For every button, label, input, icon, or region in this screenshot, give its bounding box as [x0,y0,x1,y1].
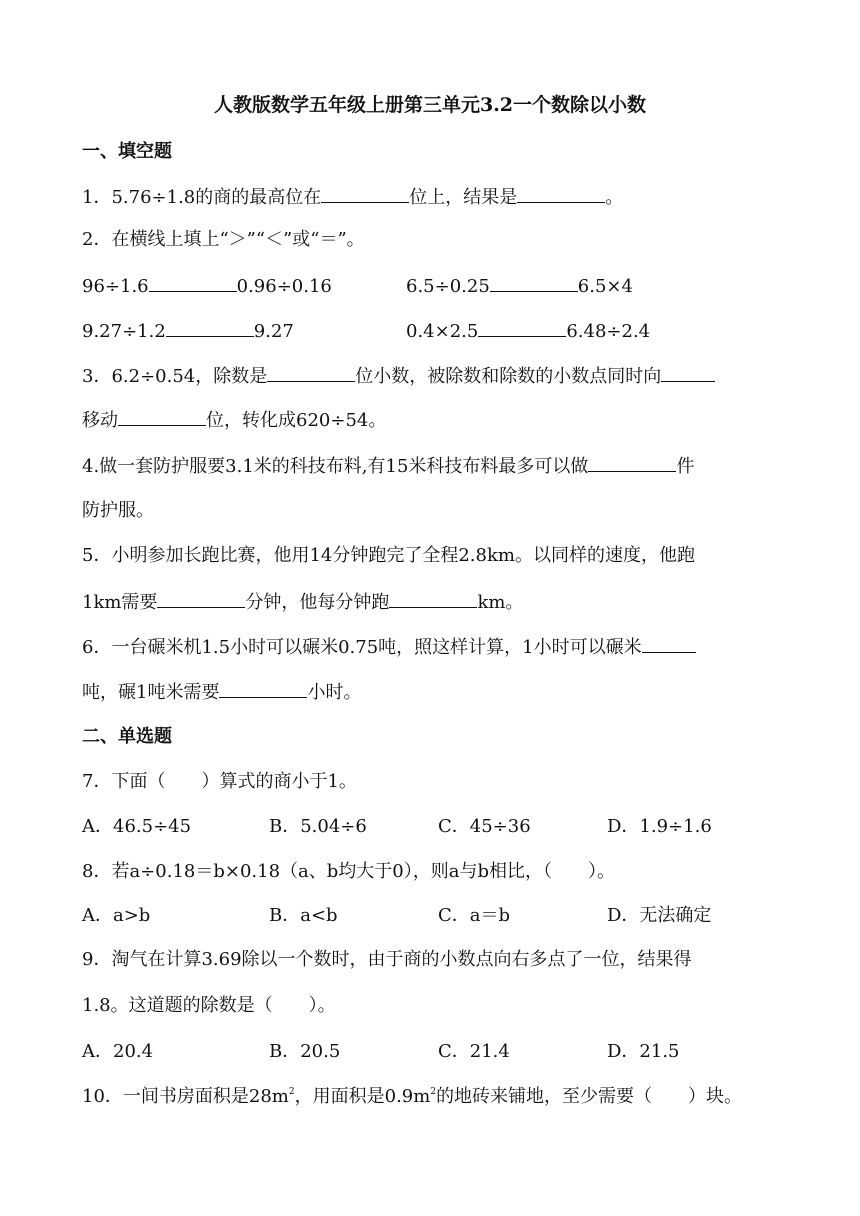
answer-blank[interactable] [490,271,578,292]
answer-blank[interactable] [642,632,696,653]
question-6-text-c: 小时。 [307,682,362,703]
question-1-text-b: 位上，结果是 [409,187,518,208]
compare-right: 6.48÷2.4 [566,321,651,342]
question-3-text-a: 3．6.2÷0.54，除数是 [82,366,268,387]
option-d[interactable]: D．21.5 [607,1041,680,1062]
option-a[interactable]: A．46.5÷45 [82,816,192,837]
answer-blank[interactable] [661,361,715,382]
question-10 [82,1083,742,1111]
option-d[interactable]: D．1.9÷1.6 [607,816,712,837]
question-10-text-c: 的地砖来铺地，至少需要（ ）块。 [436,1086,743,1107]
superscript: 2 [288,1087,295,1097]
question-8: 8．若a÷0.18＝b×0.18（a、b均大于0），则a与b相比，（ ）。 [82,861,615,882]
question-3-text-d: 位，转化成620÷54。 [206,410,387,431]
question-3-line-1 [82,361,715,391]
question-6-text-b: 吨，碾1吨米需要 [82,682,220,703]
option-b[interactable]: B．20.5 [269,1041,341,1062]
compare-item-2 [406,271,633,301]
compare-right: 9.27 [253,321,294,342]
compare-left: 96÷1.6 [82,276,149,297]
section-heading-fill-blank: 一、填空题 [82,141,172,162]
answer-blank[interactable] [267,361,355,382]
question-3-text-c: 移动 [82,410,118,431]
question-5-text-d: km。 [477,592,524,613]
option-a[interactable]: A．20.4 [82,1041,154,1062]
compare-item-3 [82,316,294,346]
option-a[interactable]: A．a>b [82,905,151,926]
question-1-text-c: 。 [605,187,624,208]
compare-left: 6.5÷0.25 [406,276,490,297]
question-10-text-a: 10．一间书房面积是28m [82,1086,289,1107]
question-6-line-2 [82,677,361,707]
answer-blank[interactable] [478,316,566,337]
question-7: 7．下面（ ）算式的商小于1。 [82,771,357,792]
answer-blank[interactable] [157,587,245,608]
page-title: 人教版数学五年级上册第三单元3.2一个数除以小数 [213,94,647,116]
option-c[interactable]: C．a＝b [438,905,511,926]
answer-blank[interactable] [149,271,237,292]
answer-blank[interactable] [389,587,477,608]
question-4-line-2: 防护服。 [82,500,154,521]
question-1-text-a: 1．5.76÷1.8的商的最高位在 [82,187,322,208]
question-4-line-1 [82,451,694,481]
option-c[interactable]: C．45÷36 [438,816,531,837]
answer-blank[interactable] [588,451,676,472]
question-2: 2．在横线上填上“＞”“＜”或“＝”。 [82,229,365,250]
compare-left: 9.27÷1.2 [82,321,166,342]
question-6-line-1 [82,632,696,662]
question-9-line-2: 1.8。这道题的除数是（ ）。 [82,995,336,1016]
answer-blank[interactable] [517,182,605,203]
answer-blank[interactable] [118,405,206,426]
answer-blank[interactable] [166,316,254,337]
question-4-text-b: 件 [676,456,695,477]
option-b[interactable]: B．5.04÷6 [269,816,367,837]
question-6-text-a: 6．一台碾米机1.5小时可以碾米0.75吨，照这样计算，1小时可以碾米 [82,637,642,658]
compare-item-4 [406,316,650,346]
question-5-line-1: 5．小明参加长跑比赛，他用14分钟跑完了全程2.8km。以同样的速度，他跑 [82,545,695,566]
question-1 [82,182,623,212]
option-d[interactable]: D．无法确定 [607,905,712,926]
question-3-text-b: 位小数，被除数和除数的小数点同时向 [355,366,662,387]
answer-blank[interactable] [219,677,307,698]
question-5-line-2 [82,587,523,617]
section-heading-single-choice: 二、单选题 [82,726,172,747]
option-c[interactable]: C．21.4 [438,1041,510,1062]
superscript: 2 [430,1087,437,1097]
question-3-line-2 [82,405,386,435]
question-9-line-1: 9．淘气在计算3.69除以一个数时，由于商的小数点向右多点了一位，结果得 [82,949,692,970]
compare-right: 6.5×4 [577,276,633,297]
option-b[interactable]: B．a<b [269,905,338,926]
compare-right: 0.96÷0.16 [236,276,332,297]
compare-left: 0.4×2.5 [406,321,479,342]
question-5-text-b: 1km需要 [82,592,158,613]
question-5-text-c: 分钟，他每分钟跑 [245,592,390,613]
question-4-text-a: 4.做一套防护服要3.1米的科技布料,有15米科技布料最多可以做 [82,456,589,477]
question-10-text-b: ，用面积是0.9m [294,1086,431,1107]
answer-blank[interactable] [321,182,409,203]
compare-item-1 [82,271,332,301]
